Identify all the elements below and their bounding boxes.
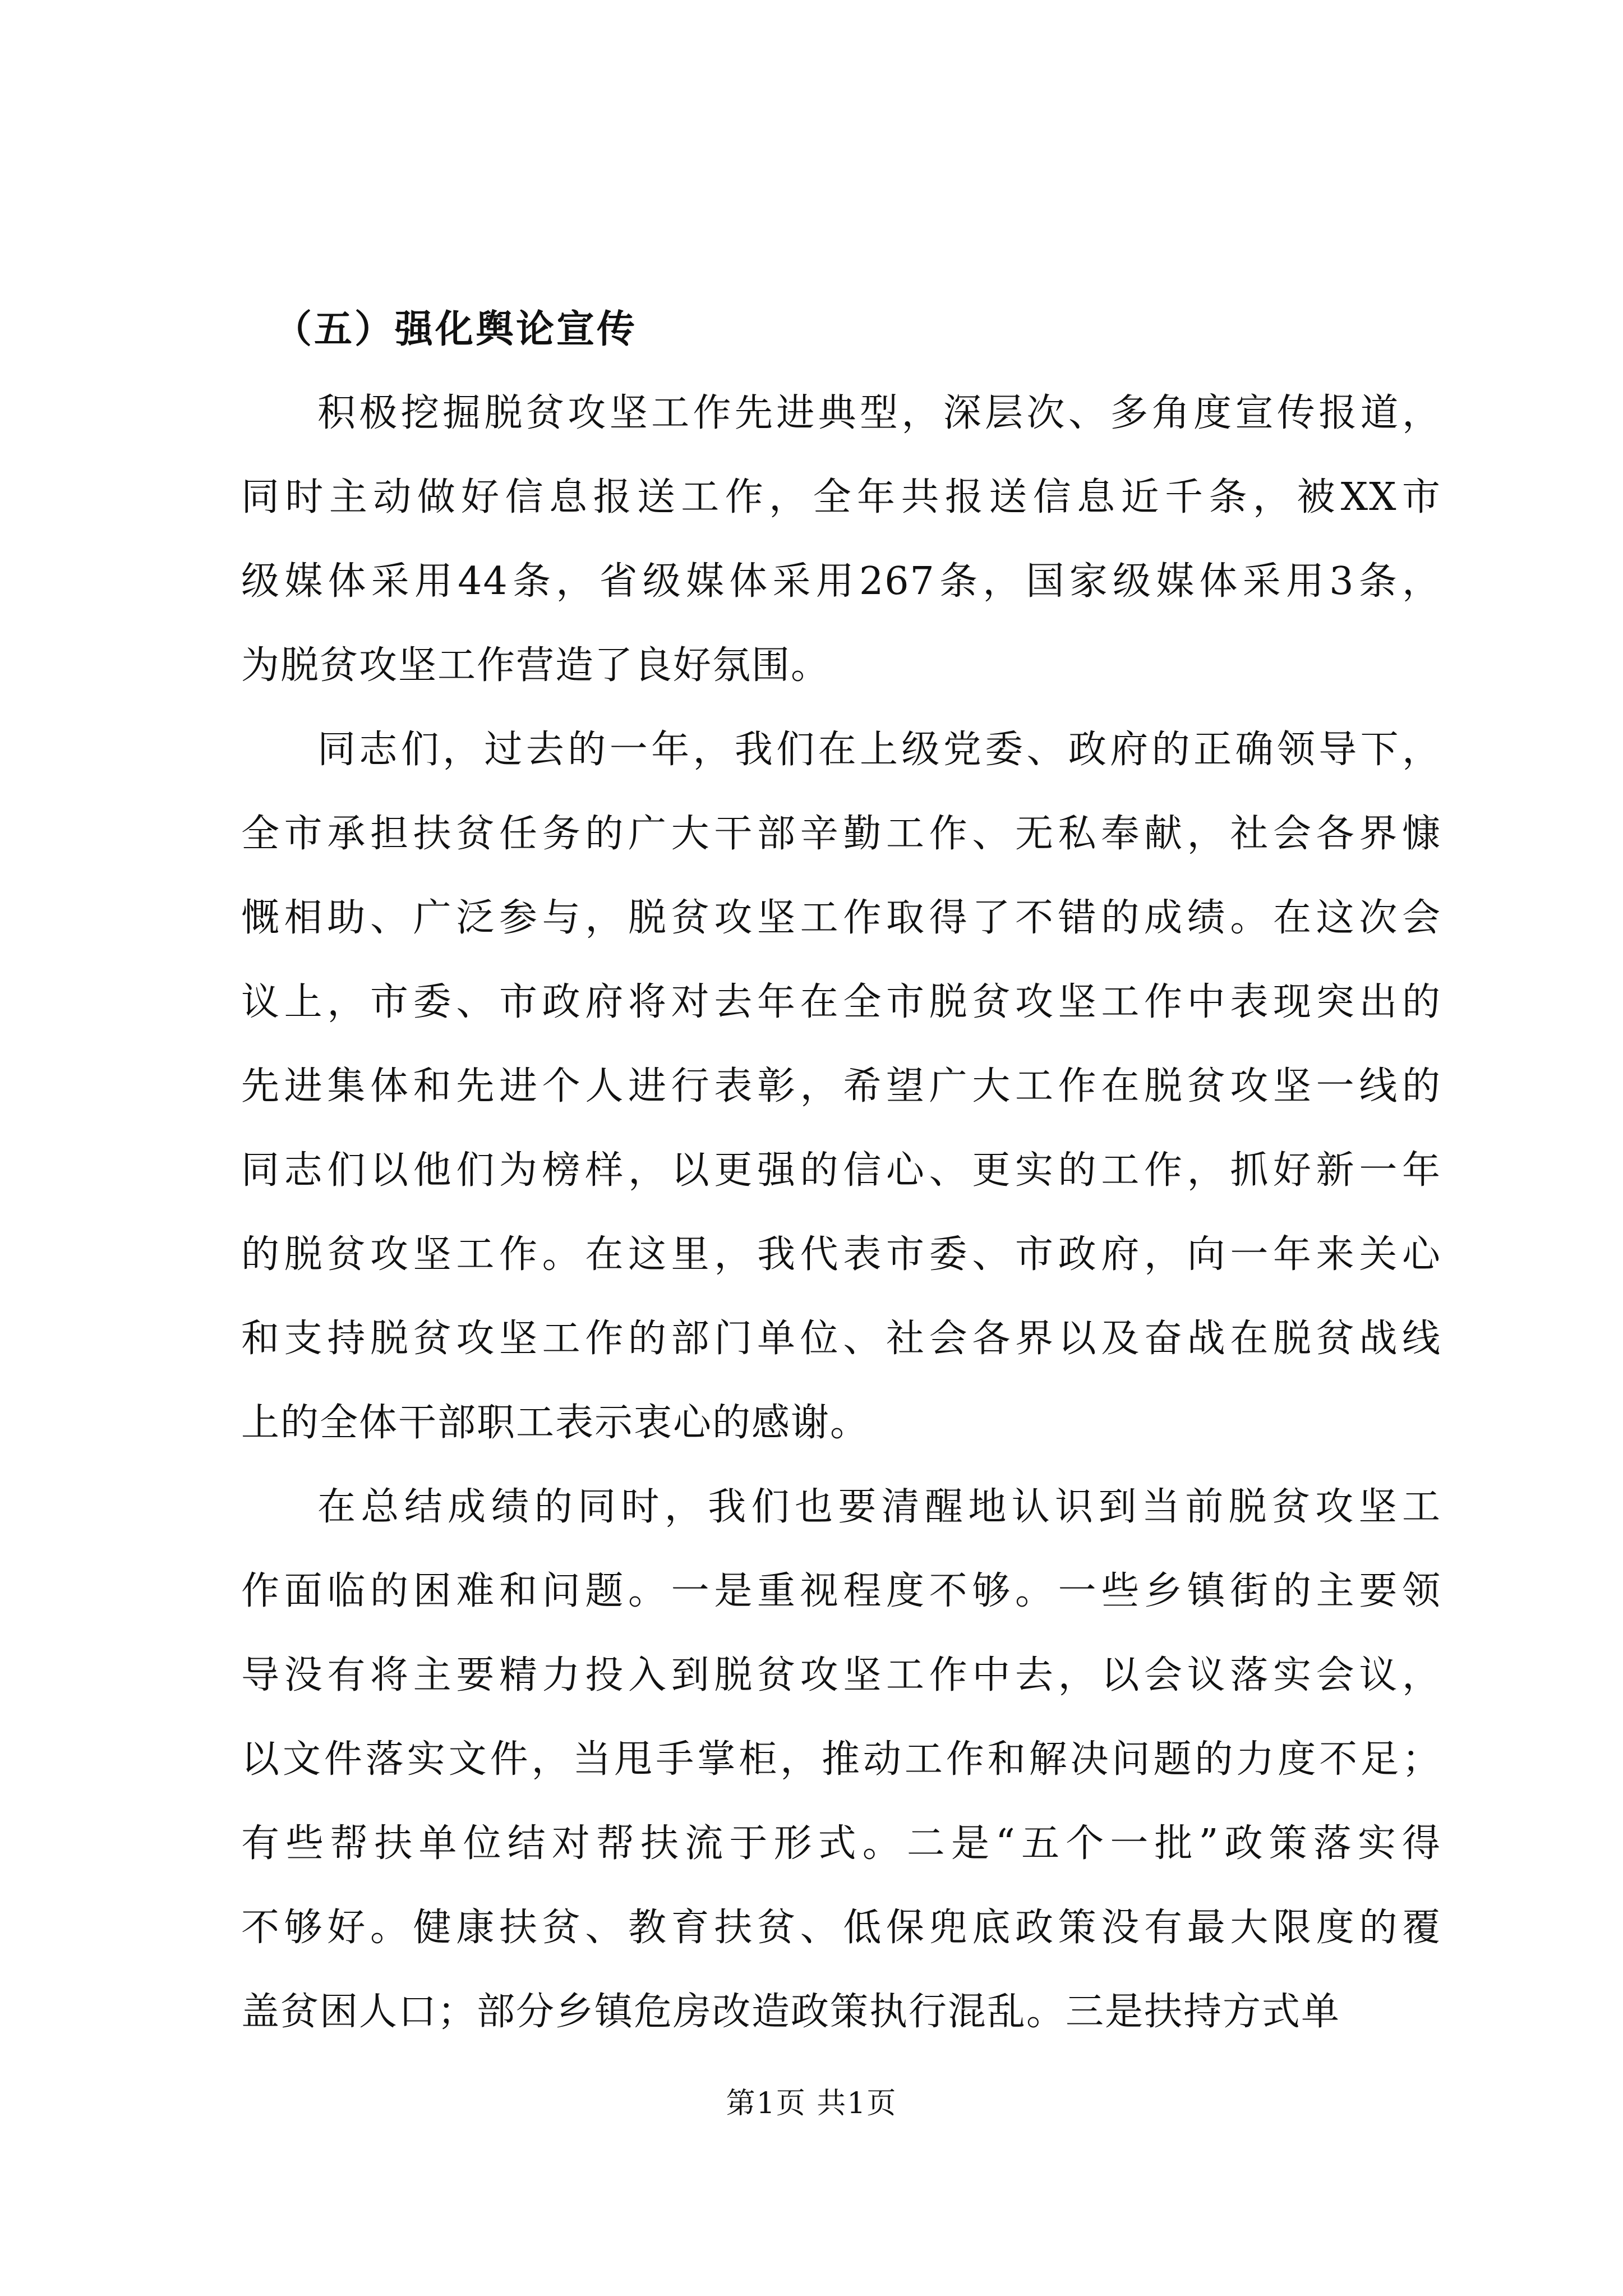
paragraph-line: 全市承担扶贫任务的广大干部辛勤工作、无私奉献，社会各界慷 [241, 812, 1441, 856]
paragraph-line: 和支持脱贫攻坚工作的部门单位、社会各界以及奋战在脱贫战线 [241, 1317, 1441, 1361]
paragraph-line: 议上，市委、市政府将对去年在全市脱贫攻坚工作中表现突出的 [241, 980, 1441, 1024]
page-footer: 第1页 共1页 [726, 2087, 897, 2120]
paragraph [241, 371, 1441, 708]
paragraph-line: 在总结成绩的同时，我们也要清醒地认识到当前脱贫攻坚工 [317, 1485, 1441, 1529]
paragraph-line: 不够好。健康扶贫、教育扶贫、低保兜底政策没有最大限度的覆 [241, 1906, 1441, 1950]
paragraph-line: 盖贫困人口；部分乡镇危房改造政策执行混乱。三是扶持方式单 [241, 1990, 1341, 2034]
paragraph-line: 同志们，过去的一年，我们在上级党委、政府的正确领导下， [317, 728, 1441, 772]
paragraph [241, 708, 1441, 1465]
paragraph-line: 上的全体干部职工表示衷心的感谢。 [241, 1401, 870, 1445]
paragraph-line: 的脱贫攻坚工作。在这里，我代表市委、市政府，向一年来关心 [241, 1232, 1441, 1277]
paragraph-line: 以文件落实文件，当甩手掌柜，推动工作和解决问题的力度不足； [241, 1737, 1441, 1782]
paragraph-line: 有些帮扶单位结对帮扶流于形式。二是“五个一批”政策落实得 [241, 1821, 1441, 1866]
paragraph-list [241, 371, 1441, 2054]
document-body [241, 287, 1441, 2054]
paragraph-line: 积极挖掘脱贫攻坚工作先进典型，深层次、多角度宣传报道， [317, 391, 1441, 435]
paragraph-line: 同时主动做好信息报送工作，全年共报送信息近千条，被XX市 [241, 475, 1441, 519]
paragraph-line: 同志们以他们为榜样，以更强的信心、更实的工作，抓好新一年 [241, 1148, 1441, 1193]
paragraph-line: 级媒体采用44条，省级媒体采用267条，国家级媒体采用3条， [241, 559, 1441, 604]
paragraph-line: 导没有将主要精力投入到脱贫攻坚工作中去，以会议落实会议， [241, 1653, 1441, 1697]
paragraph-line: 作面临的困难和问题。一是重视程度不够。一些乡镇街的主要领 [241, 1569, 1441, 1613]
paragraph-line: 为脱贫攻坚工作营造了良好氛围。 [241, 643, 831, 688]
paragraph-line: 先进集体和先进个人进行表彰，希望广大工作在脱贫攻坚一线的 [241, 1064, 1441, 1108]
paragraph-line: 慨相助、广泛参与，脱贫攻坚工作取得了不错的成绩。在这次会 [241, 896, 1441, 940]
section-heading: （五）强化舆论宣传 [274, 307, 638, 352]
paragraph [241, 1465, 1441, 2054]
